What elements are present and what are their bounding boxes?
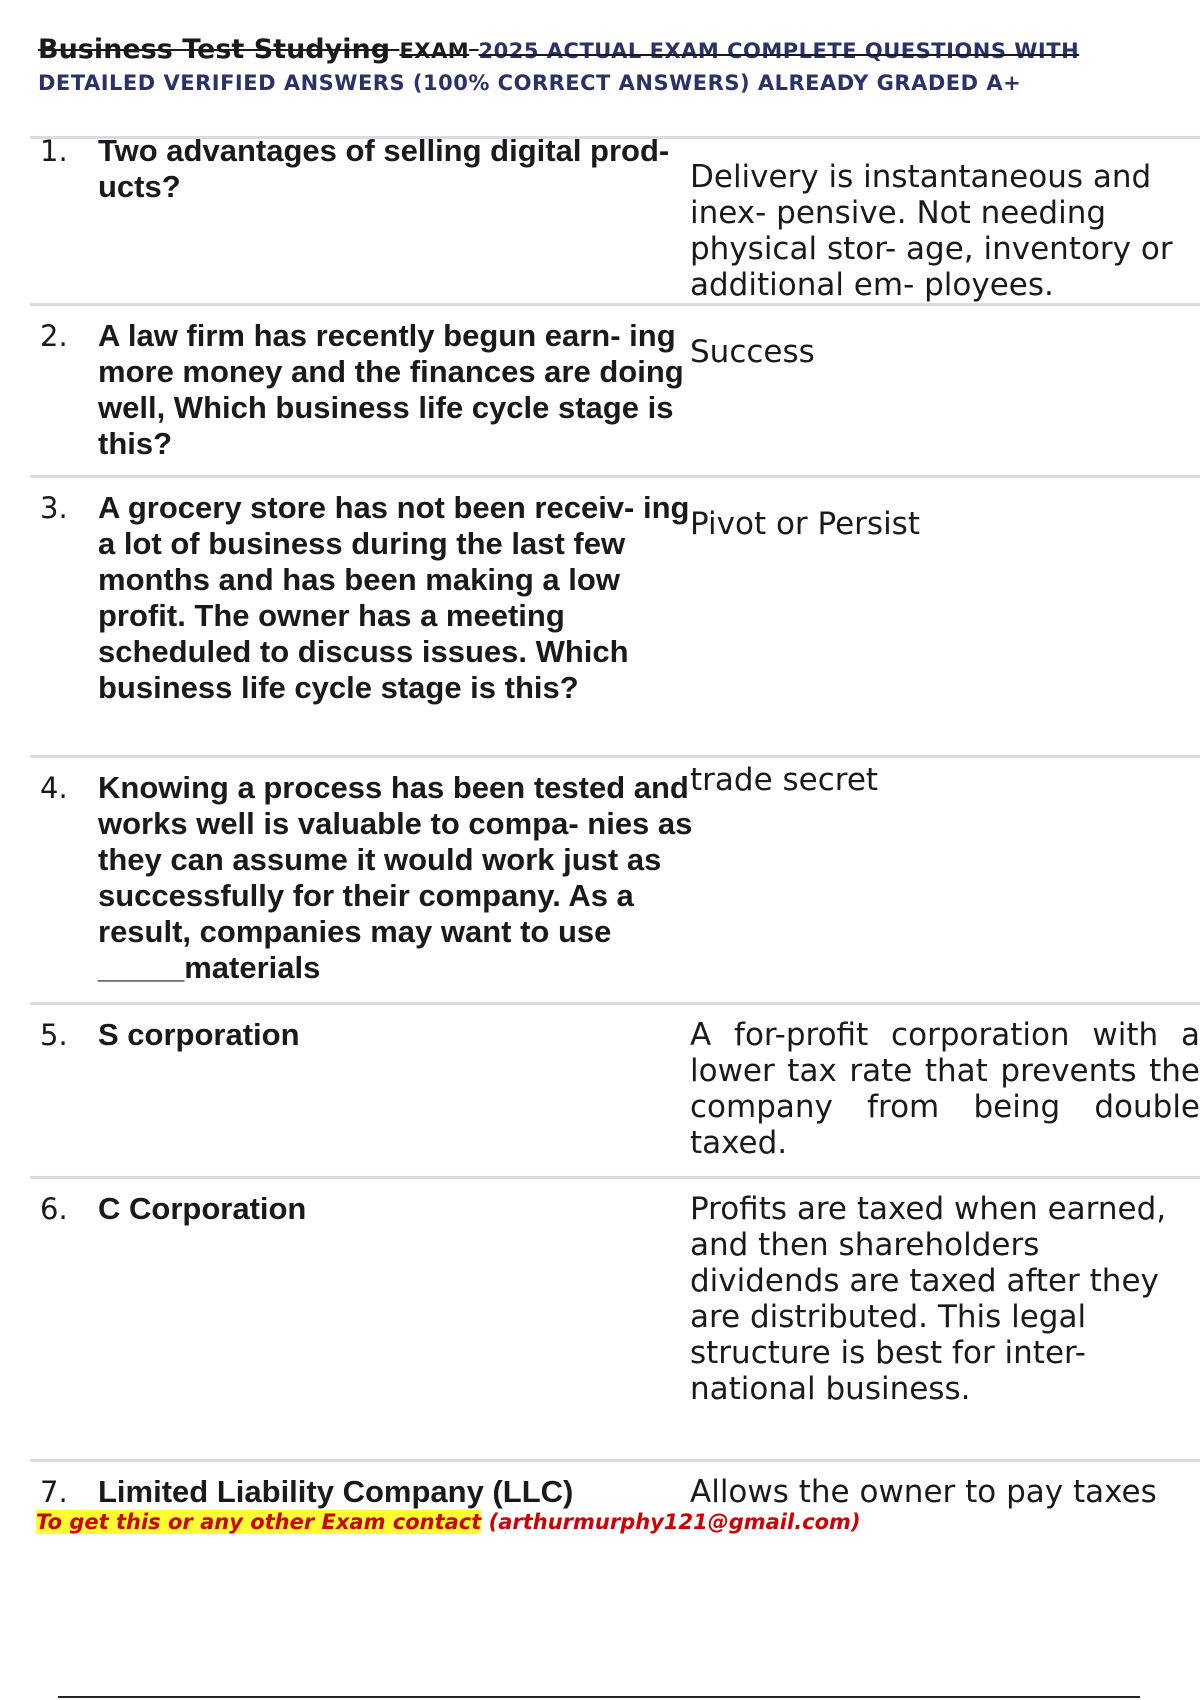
qa-question: Limited Liability Company (LLC): [98, 1474, 574, 1509]
header-title-rest: 2025 ACTUAL EXAM COMPLETE QUESTIONS WITH: [478, 39, 1080, 63]
qa-question: C Corporation: [98, 1191, 307, 1226]
qa-question: A law firm has recently begun earn- ing more money and the finances are doing well, Which business life cycle stage is this?: [98, 318, 684, 461]
qa-question: A grocery store has not been receiv- ing a lot of business during the last few months and has been making a low profit. The owner has a meeting scheduled to discuss issues. Which business life cycle stage is this?: [98, 490, 690, 705]
qa-question: S corporation: [98, 1017, 300, 1052]
qa-number: 3.: [40, 491, 68, 525]
contact-footer: [36, 1508, 861, 1536]
qa-number: 5.: [40, 1018, 68, 1052]
page-bottom-rule: [58, 1696, 1140, 1698]
header-subtitle: DETAILED VERIFIED ANSWERS (100% CORRECT ANSWERS) ALREADY GRADED A+: [38, 71, 1022, 95]
header-title-main: Business Test Studying: [38, 34, 391, 65]
qa-row-4: [30, 755, 1200, 1005]
qa-answer: Success: [690, 334, 815, 370]
qa-row-6: [30, 1176, 1200, 1462]
qa-answer: trade secret: [690, 762, 879, 798]
qa-number: 1.: [40, 134, 68, 168]
qa-row-1: [30, 133, 1200, 303]
qa-answer: A for-profit corporation with a lower tax rate that prevents the company from being double taxed.: [690, 1017, 1200, 1161]
document-header: [38, 34, 1168, 99]
qa-question: Knowing a process has been tested and works well is valuable to compa- nies as they can assume it would work just as successfully for their company. As a result, companies may want to use _____materials: [98, 770, 693, 985]
header-title-line: [38, 34, 1168, 67]
header-title-strike: [38, 34, 1079, 65]
contact-email[interactable]: (arthurmurphy121@gmail.com): [488, 1510, 861, 1534]
contact-highlight-text: To get this or any other Exam contact: [36, 1510, 482, 1534]
header-title-exam: EXAM: [399, 39, 470, 63]
qa-answer: Profits are taxed when earned, and then shareholders dividends are taxed after they are distributed. This legal structure is best for inter- national business.: [690, 1191, 1167, 1407]
qa-row-3: [30, 475, 1200, 758]
qa-answer: Delivery is instantaneous and inex- pensive. Not needing physical stor- age, inventory or additional em- ployees.: [690, 159, 1173, 303]
qa-number: 2.: [40, 319, 68, 353]
qa-number: 6.: [40, 1192, 68, 1226]
qa-number: 4.: [40, 771, 68, 805]
qa-answer: Allows the owner to pay taxes: [690, 1474, 1157, 1510]
qa-row-7: [30, 1459, 1200, 1512]
qa-question: Two advantages of selling digital prod- ucts?: [98, 133, 670, 204]
qa-row-5: [30, 1002, 1200, 1179]
qa-answer: Pivot or Persist: [690, 506, 920, 542]
qa-row-2: [30, 303, 1200, 478]
qa-number: 7.: [40, 1475, 68, 1509]
